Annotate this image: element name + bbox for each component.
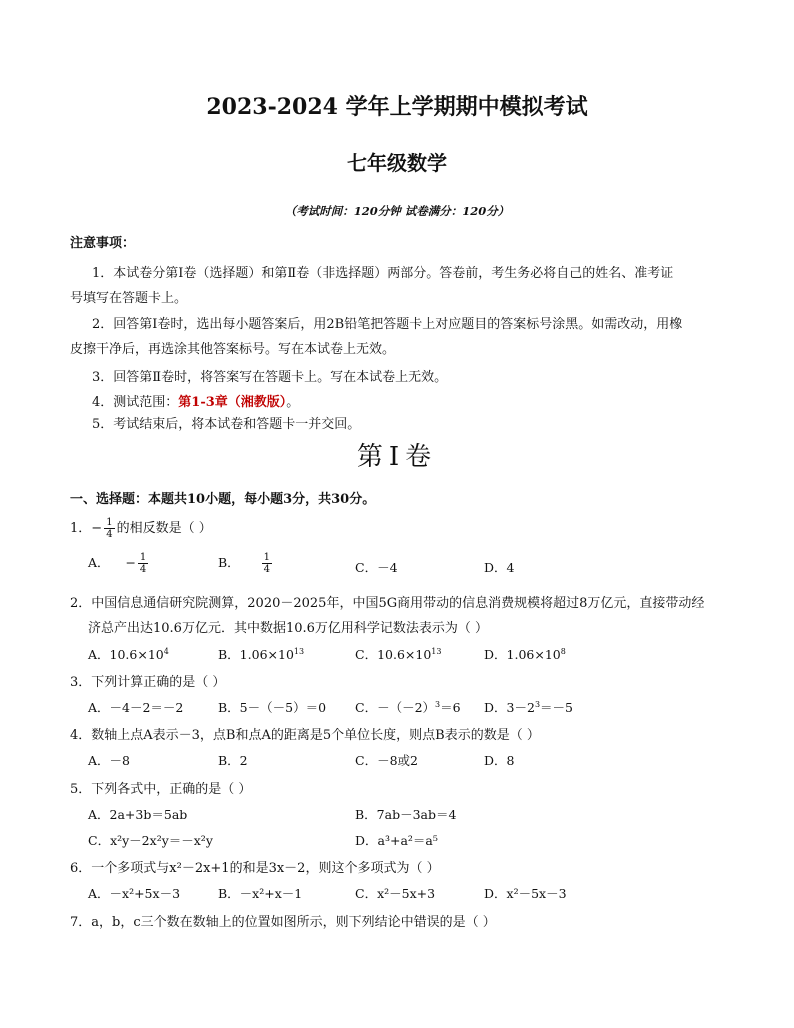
q1-fraction [104, 517, 114, 540]
q1-minus: − [91, 521, 103, 536]
q1-a-minus: − [125, 555, 136, 570]
question-5: 5．下列各式中，正确的是（ ） [70, 782, 252, 797]
question-6: 6．一个多项式与x²－2x+1的和是3x－2，则这个多项式为（ ） [70, 861, 440, 876]
q2-option-a [88, 645, 169, 663]
q2-b-text: B．1.06×10 [218, 647, 294, 662]
q6-option-c: C．x²－5x+3 [355, 886, 436, 901]
notice-item-1-line-2: 号填写在答题卡上。 [70, 291, 188, 306]
q3-option-d [484, 698, 573, 716]
q1-b-frac-num: 1 [263, 552, 270, 563]
q1-frac-den: 4 [106, 529, 113, 540]
notice-item-5: 5．考试结束后，将本试卷和答题卡一并交回。 [92, 417, 361, 432]
notice-item-3: 3．回答第Ⅱ卷时，将答案写在答题卡上。写在本试卷上无效。 [92, 370, 448, 385]
question-2-line-1: 2．中国信息通信研究院测算，2020－2025年，中国5G商用带动的信息消费规模将超过8万亿元，直接带动经 [70, 596, 705, 611]
notice-item-2-line-1: 2．回答第Ⅰ卷时，选出每小题答案后，用2B铅笔把答题卡上对应题目的答案标号涂黑。如需改动，用橡 [92, 317, 683, 332]
q5-option-d: D．a³+a²＝a⁵ [355, 833, 438, 848]
q1-text: 的相反数是（ ） [116, 521, 212, 536]
q2-option-d [484, 645, 566, 663]
q2-option-c [355, 645, 441, 663]
exam-subtitle: 七年级数学 [347, 151, 447, 175]
q5-option-a: A．2a+3b＝5ab [88, 807, 188, 822]
scope-suffix: 。 [286, 395, 300, 410]
q3-option-a: A．－4－2＝－2 [88, 700, 184, 715]
q2-a-exp: 4 [163, 646, 169, 656]
question-7: 7．a，b，c三个数在数轴上的位置如图所示，则下列结论中错误的是（ ） [70, 915, 496, 930]
notice-item-4 [92, 391, 299, 410]
q6-option-a: A．－x²+5x－3 [88, 886, 181, 901]
q2-c-exp: 13 [431, 646, 442, 656]
q3-d-text: D．3－2 [484, 700, 535, 715]
q1-option-d: D．4 [484, 560, 515, 575]
q5-option-b: B．7ab－3ab＝4 [355, 807, 457, 822]
q6-option-b: B．－x²+x－1 [218, 886, 303, 901]
q1-option-a [88, 552, 150, 575]
q1-b-fraction [262, 552, 272, 575]
q2-c-text: C．10.6×10 [355, 647, 432, 662]
q4-option-a: A．－8 [88, 753, 130, 768]
q2-d-exp: 8 [560, 646, 566, 656]
exam-title: 2023-2024 学年上学期期中模拟考试 [206, 94, 588, 120]
q4-option-d: D．8 [484, 753, 515, 768]
q2-option-b [218, 645, 304, 663]
q4-option-c: C．－8或2 [355, 753, 418, 768]
q1-a-fraction [138, 552, 148, 575]
question-4: 4．数轴上点A表示－3，点B和点A的距离是5个单位长度，则点B表示的数是（ ） [70, 728, 540, 743]
q1-a-frac-den: 4 [139, 564, 147, 575]
q3-option-b: B．5－（－5）＝0 [218, 700, 327, 715]
volume-title: 第Ⅰ卷 [356, 442, 438, 472]
q3-c-exp: 3 [435, 699, 441, 709]
q4-option-b: B．2 [218, 753, 248, 768]
q1-a-frac-num: 1 [139, 552, 147, 563]
q3-d-exp: 3 [534, 699, 541, 709]
q1-option-c: C．－4 [355, 560, 398, 575]
q1-a-label: A． [88, 555, 110, 570]
q1-b-label: B． [218, 555, 240, 570]
exam-info: （考试时间：120分钟 试卷满分：120分） [284, 204, 510, 218]
q5-option-c: C．x²y－2x²y＝－x²y [88, 833, 213, 848]
notice-item-2-line-2: 皮擦干净后，再选涂其他答案标号。写在本试卷上无效。 [70, 342, 396, 357]
q3-c-tail: ＝6 [440, 700, 461, 715]
q3-c-text: C．－（－2） [355, 700, 436, 715]
q2-d-text: D．1.06×10 [484, 647, 561, 662]
scope-value: 第1-3章（湘教版） [178, 395, 287, 410]
q1-option-b [218, 552, 274, 575]
question-3: 3．下列计算正确的是（ ） [70, 675, 226, 690]
q6-option-d: D．x²－5x－3 [484, 886, 567, 901]
q3-d-tail: ＝－5 [540, 700, 573, 715]
q1-number: 1． [70, 521, 92, 536]
section-heading: 一、选择题：本题共10小题，每小题3分，共30分。 [70, 492, 376, 507]
question-2-line-2: 济总产出达10.6万亿元．其中数据10.6万亿用科学记数法表示为（ ） [88, 621, 489, 636]
q2-a-text: A．10.6×10 [88, 647, 164, 662]
scope-prefix: 4．测试范围： [92, 395, 179, 410]
question-1 [70, 517, 212, 540]
q3-option-c [355, 698, 461, 716]
q2-b-exp: 13 [293, 646, 305, 656]
notice-item-1-line-1: 1．本试卷分第Ⅰ卷（选择题）和第Ⅱ卷（非选择题）两部分。答卷前，考生务必将自己的姓名、准考证 [92, 266, 674, 281]
q1-frac-num: 1 [106, 517, 113, 528]
notice-heading: 注意事项： [70, 236, 136, 251]
q1-b-frac-den: 4 [263, 564, 270, 575]
